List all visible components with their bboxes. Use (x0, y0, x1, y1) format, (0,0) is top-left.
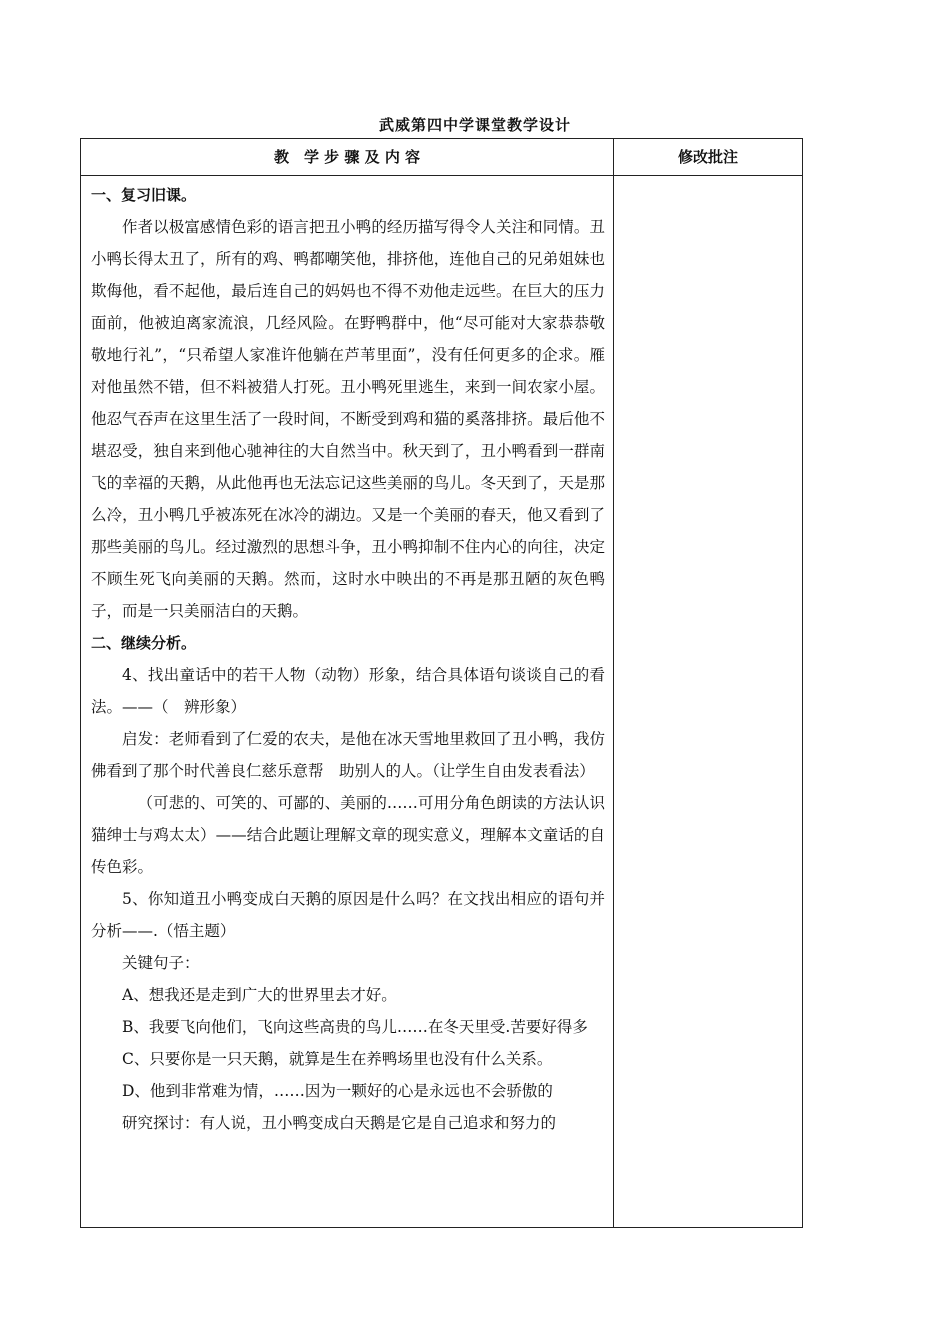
lesson-content (91, 179, 605, 1227)
teacher-hint: 启发：老师看到了仁爱的农夫，是他在冰天雪地里救回了丑小鸭，我仿佛看到了那个时代善良仁慈乐意帮 助别人的人。（让学生自由发表看法） (91, 730, 605, 780)
column-divider (613, 139, 614, 1227)
key-sentence-c: C、只要你是一只天鹅，就算是生在养鸭场里也没有什么关系。 (122, 1050, 553, 1068)
review-paragraph: 作者以极富感情色彩的语言把丑小鸭的经历描写得令人关注和同情。丑小鸭长得太丑了，所有的鸡、鸭都嘲笑他，排挤他，连他自己的兄弟姐妹也欺侮他，看不起他，最后连自己的妈妈也不得不劝他走远些。在巨大的压力面前，他被迫离家流浪，几经风险。在野鸭群中，他“尽可能对大家恭恭敬敬地行礼”，“只希望人家准许他躺在芦苇里面”，没有任何更多的企求。雁对他虽然不错，但不料被猎人打死。丑小鸭死里逃生，来到一间农家小屋。他忍气吞声在这里生活了一段时间，不断受到鸡和猫的奚落排挤。最后他不堪忍受，独自来到他心驰神往的大自然当中。秋天到了，丑小鸭看到一群南飞的幸福的天鹅，从此他再也无法忘记这些美丽的鸟儿。冬天到了，天是那么冷，丑小鸭几乎被冻死在冰冷的湖边。又是一个美丽的春天，他又看到了那些美丽的鸟儿。经过激烈的思想斗争，丑小鸭抑制不住内心的向往，决定不顾生死飞向美丽的天鹅。然而，这时水中映出的不再是那丑陋的灰色鸭子，而是一只美丽洁白的天鹅。 (91, 218, 605, 620)
discussion-prompt: 研究探讨：有人说，丑小鸭变成白天鹅是它是自己追求和努力的 (122, 1114, 557, 1132)
key-sentence-b: B、我要飞向他们，飞向这些高贵的鸟儿……在冬天里受.苦要好得多 (122, 1018, 588, 1036)
key-sentences-label: 关键句子： (122, 954, 200, 972)
key-sentence-d: D、他到非常难为情，……因为一颗好的心是永远也不会骄傲的 (122, 1082, 553, 1100)
column-header-annotations: 修改批注 (677, 148, 738, 166)
section-heading-analysis: 二、继续分析。 (91, 634, 197, 652)
question-5: 5、你知道丑小鸭变成白天鹅的原因是什么吗？在文找出相应的语句并分析——.（悟主题） (91, 890, 605, 940)
lesson-design-table (80, 138, 803, 1228)
character-note: （可悲的、可笑的、可鄙的、美丽的……可用分角色朗读的方法认识猫绅士与鸡太太）——结合此题让理解文章的现实意义，理解本文童话的自传色彩。 (91, 794, 605, 876)
question-4: 4、找出童话中的若干人物（动物）形象，结合具体语句谈谈自己的看法。——（ 辨形象） (91, 666, 605, 716)
column-header-steps: 教 学 步 骤 及 内 容 (273, 148, 421, 166)
key-sentence-a: A、想我还是走到广大的世界里去才好。 (122, 986, 397, 1004)
header-divider (81, 175, 802, 176)
section-heading-review: 一、复习旧课。 (91, 186, 197, 204)
document-title: 武威第四中学课堂教学设计 (378, 116, 571, 134)
